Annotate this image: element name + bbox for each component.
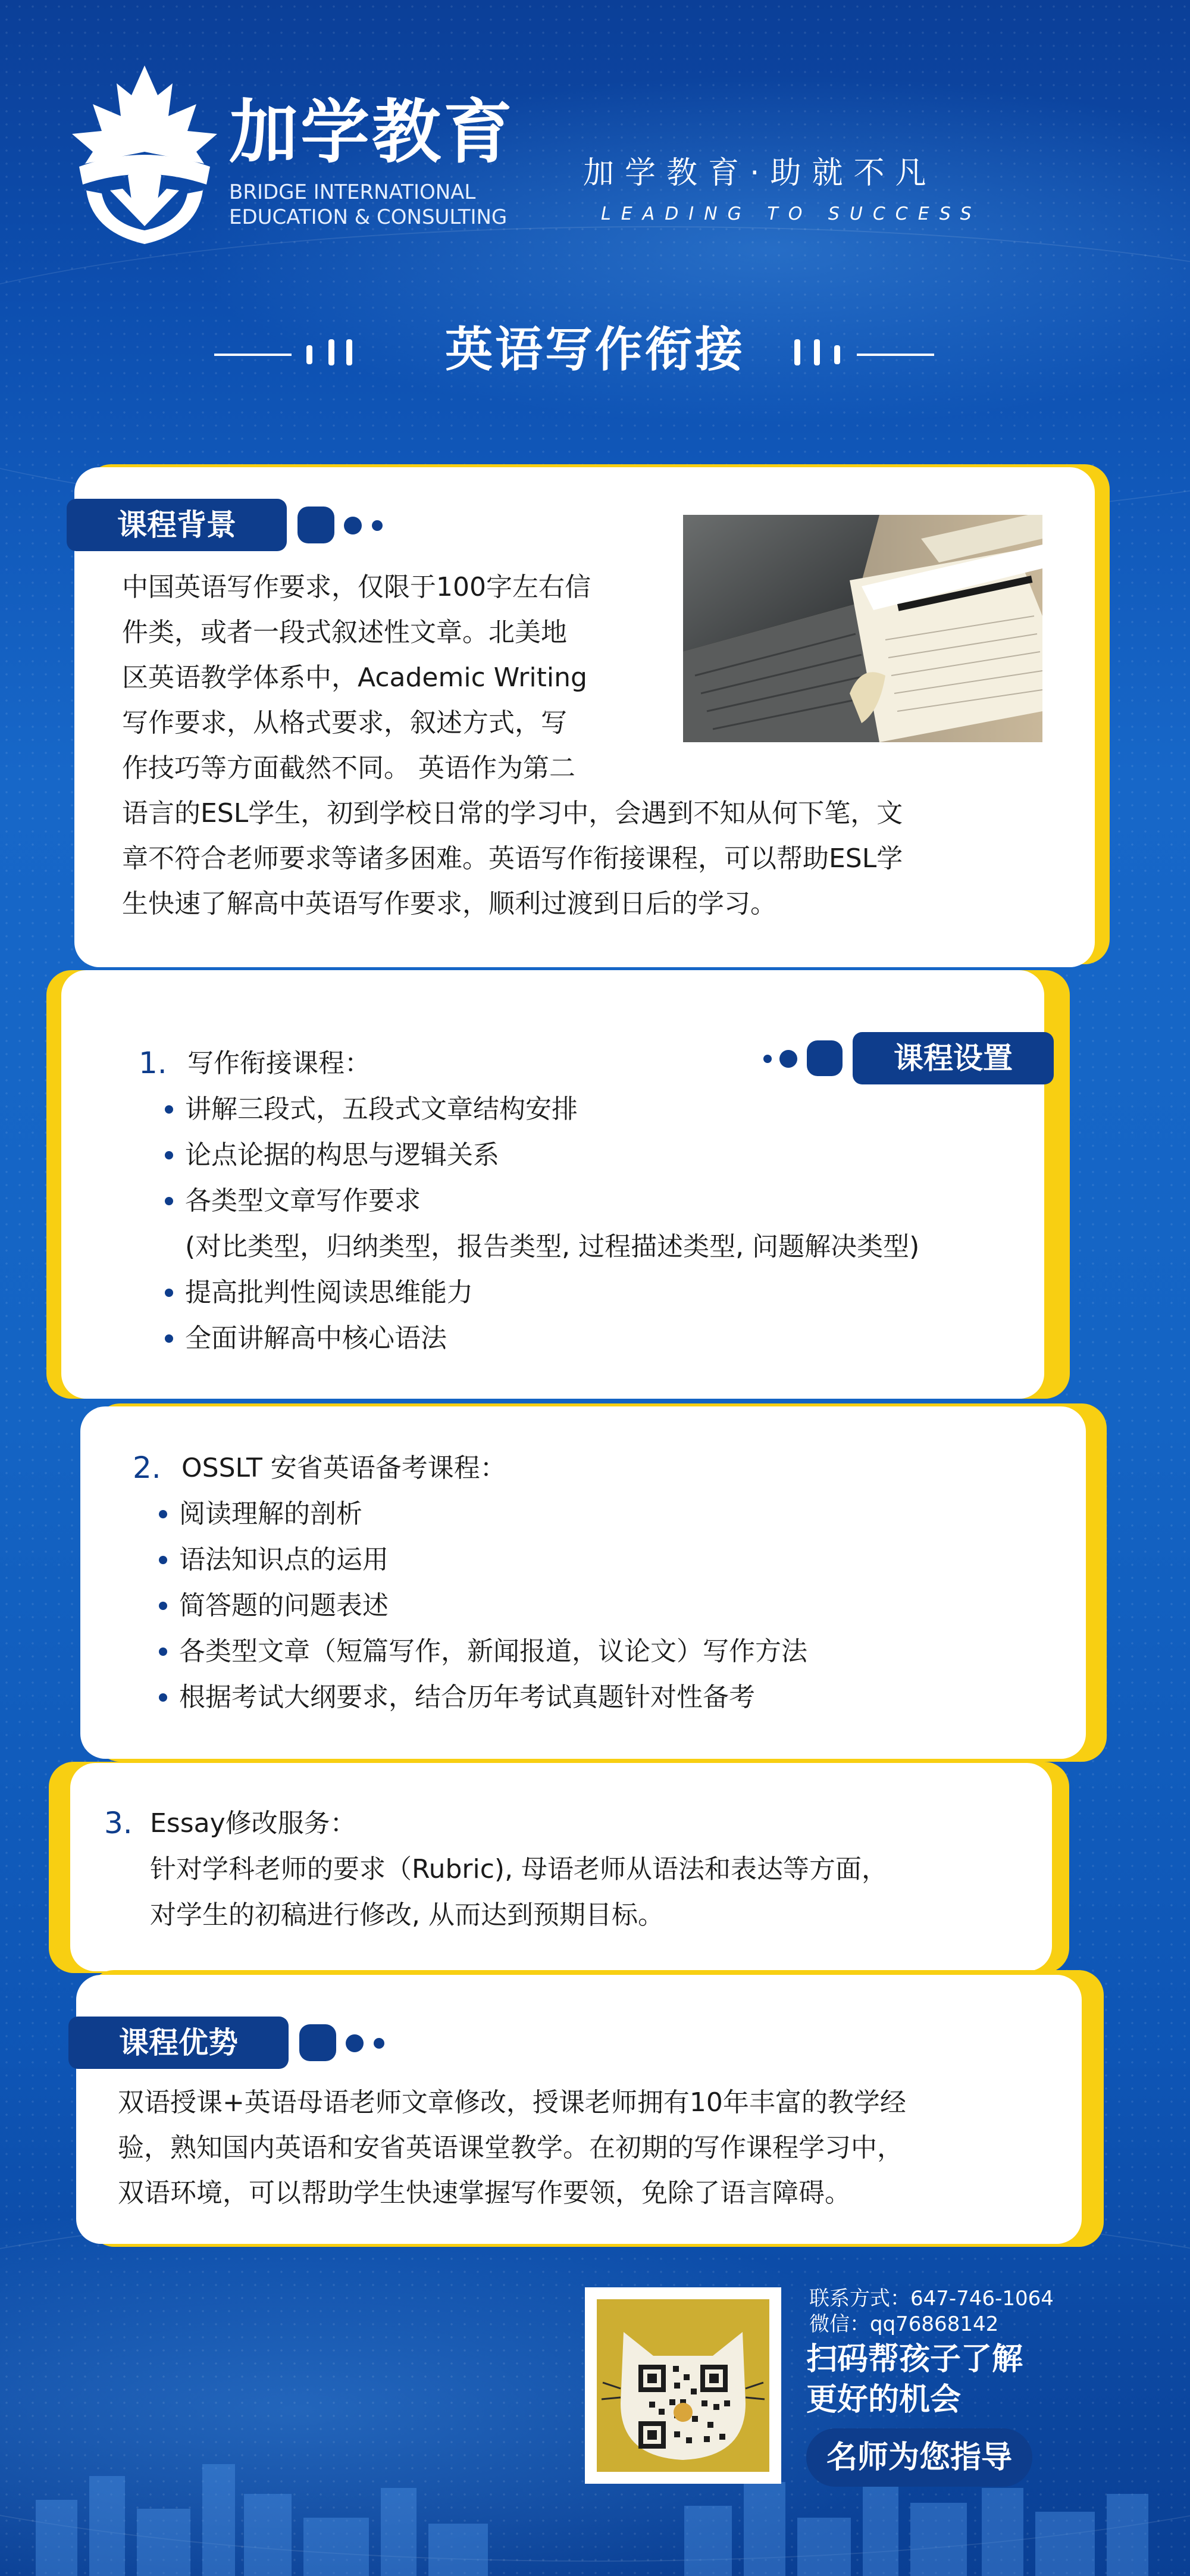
course2-title: OSSLT 安省英语备考课程： [181, 1453, 506, 1483]
tag-dot-medium [779, 1050, 797, 1068]
paragraph-line: 验，熟知国内英语和安省英语课堂教学。在初期的写作课程学习中， [118, 2133, 903, 2163]
section-tag-background: 课程背景 [67, 499, 287, 551]
title-bar-deco [328, 339, 334, 365]
page-title: 英语写作衔接 [445, 322, 745, 377]
paragraph-line: 对学生的初稿进行修改, 从而达到预期目标。 [150, 1900, 664, 1930]
title-bar-deco [346, 339, 352, 365]
list-item: 各类型文章（短篇写作，新闻报道，议论文）写作方法 [156, 1628, 807, 1674]
title-bar-deco [814, 339, 820, 365]
tag-dot-large [298, 507, 334, 543]
list-item: 讲解三段式，五段式文章结构安排 [162, 1086, 919, 1132]
paragraph-line: 双语环境，可以帮助学生快速掌握写作要领，免除了语言障碍。 [118, 2178, 851, 2208]
title-bar-deco [306, 345, 312, 364]
list-item: 简答题的问题表述 [156, 1583, 807, 1628]
list-item: 论点论据的构思与逻辑关系 [162, 1132, 919, 1178]
guide-button[interactable]: 名师为您指导 [806, 2428, 1032, 2487]
paragraph-line: 章不符合老师要求等诸多困难。英语写作衔接课程，可以帮助ESL学 [122, 843, 903, 874]
title-bar-deco [834, 345, 840, 364]
course1-number: 1. [139, 1046, 167, 1080]
advantages-paragraph [118, 2080, 906, 2216]
list-item: 提高批判性阅读思维能力 [162, 1270, 919, 1315]
tag-dot-medium [344, 517, 362, 534]
list-item: 各类型文章写作要求 [162, 1178, 919, 1224]
paragraph-line: 件类，或者一段式叙述性文章。北美地 [122, 617, 567, 648]
course1-title: 写作衔接课程： [187, 1048, 371, 1078]
wechat-id: 微信：qq76868142 [809, 2312, 999, 2336]
course2-list [156, 1491, 807, 1720]
scan-prompt-line2: 更好的机会 [806, 2382, 962, 2418]
paragraph-line: 写作要求，从格式要求，叙述方式，写 [122, 708, 567, 738]
slogan-en: LEADING TO SUCCESS [601, 204, 982, 224]
brand-name-en-line2: EDUCATION & CONSULTING [229, 205, 508, 229]
course3-paragraph [150, 1846, 888, 1938]
tag-dot-large [299, 2024, 336, 2061]
qr-code-cat-icon [597, 2299, 769, 2472]
contact-phone: 联系方式：647-746-1064 [809, 2287, 1054, 2311]
list-item: 全面讲解高中核心语法 [162, 1315, 919, 1361]
slogan-cn: 加学教育·助就不凡 [583, 155, 937, 191]
tag-dot-small [372, 520, 383, 531]
paragraph-line: 生快速了解高中英语写作要求，顺利过渡到日后的学习。 [122, 889, 776, 919]
list-item: 阅读理解的剖析 [156, 1491, 807, 1537]
course1-list [162, 1086, 919, 1361]
paragraph-line: 区英语教学体系中，Academic Writing [122, 662, 587, 693]
tag-dot-medium [346, 2034, 364, 2052]
brand-name-cn: 加学教育 [229, 92, 515, 173]
paragraph-line: 双语授课+英语母语老师文章修改，授课老师拥有10年丰富的教学经 [118, 2087, 906, 2118]
section-tag-settings: 课程设置 [853, 1032, 1054, 1084]
background-paragraph [122, 565, 903, 927]
paragraph-line: 语言的ESL学生，初到学校日常的学习中，会遇到不知从何下笔，文 [122, 798, 903, 829]
title-line-left [214, 354, 292, 356]
paragraph-line: 针对学科老师的要求（Rubric), 母语老师从语法和表达等方面， [150, 1854, 888, 1884]
list-item: 根据考试大纲要求，结合历年考试真题针对性备考 [156, 1674, 807, 1720]
tag-dot-small [763, 1055, 772, 1063]
section-tag-advantages: 课程优势 [68, 2017, 289, 2069]
tag-dot-large [807, 1040, 843, 1076]
title-bar-deco [794, 339, 800, 365]
course3-title: Essay修改服务： [150, 1808, 356, 1839]
brand-name-en-line1: BRIDGE INTERNATIONAL [229, 180, 476, 204]
maple-leaf-logo-icon [68, 62, 220, 247]
list-item: 语法知识点的运用 [156, 1537, 807, 1583]
course2-number: 2. [133, 1450, 161, 1485]
scan-prompt-line1: 扫码帮孩子了解 [806, 2341, 1023, 2377]
title-line-right [857, 354, 934, 356]
list-item: (对比类型，归纳类型，报告类型, 过程描述类型, 问题解决类型) [185, 1231, 920, 1262]
course3-number: 3. [104, 1806, 133, 1840]
qr-code[interactable] [585, 2287, 781, 2484]
paragraph-line: 作技巧等方面截然不同。 英语作为第二 [122, 753, 575, 783]
tag-dot-small [374, 2038, 384, 2049]
paragraph-line: 中国英语写作要求，仅限于100字左右信 [122, 572, 591, 602]
